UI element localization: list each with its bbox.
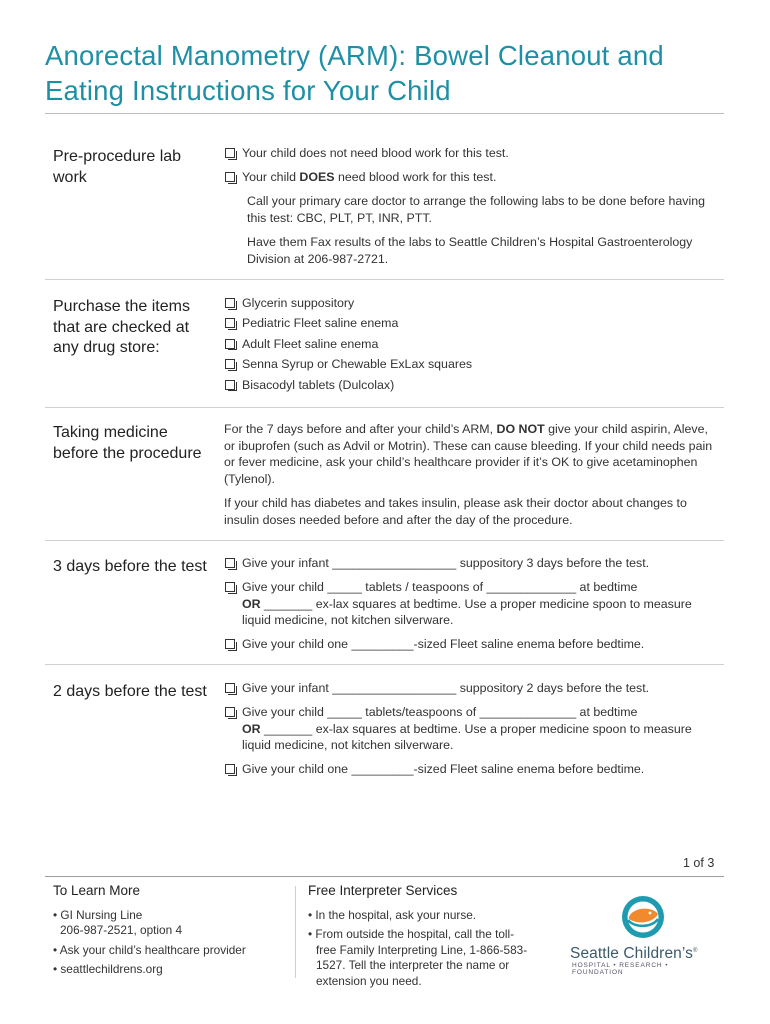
checkbox-label: Adult Fleet saline enema bbox=[242, 336, 379, 351]
footer-heading: To Learn More bbox=[53, 883, 141, 898]
section-divider bbox=[45, 279, 724, 280]
checkbox-item[interactable] bbox=[225, 315, 720, 332]
section-content bbox=[224, 421, 719, 536]
checkbox-label: Your child does not need blood work for this test. bbox=[242, 146, 509, 160]
checkbox-item[interactable] bbox=[225, 579, 720, 629]
checkbox-icon[interactable] bbox=[225, 339, 235, 349]
lab-note: Call your primary care doctor to arrange the following labs to be done before having this test: CBC, PLT, PT, INR, PTT. bbox=[247, 194, 706, 225]
checkbox-item[interactable] bbox=[225, 336, 720, 353]
section-label: Pre-procedure lab work bbox=[53, 148, 182, 186]
checkbox-icon[interactable] bbox=[225, 707, 235, 717]
checkbox-icon[interactable] bbox=[225, 172, 235, 182]
checkbox-icon[interactable] bbox=[225, 639, 235, 649]
footer-line: • GI Nursing Line 206-987-2521, option 4 bbox=[53, 907, 183, 937]
footer-heading: Free Interpreter Services bbox=[308, 883, 458, 898]
checkbox-label: Your child DOES need blood work for this test. bbox=[242, 170, 497, 184]
footer-line: • In the hospital, ask your nurse. bbox=[308, 907, 477, 922]
checkbox-item[interactable] bbox=[225, 169, 720, 186]
checkbox-label: Bisacodyl tablets (Dulcolax) bbox=[242, 377, 395, 392]
section-content bbox=[225, 145, 720, 275]
footer-line: • Ask your child’s healthcare provider bbox=[53, 942, 246, 957]
footer-divider bbox=[45, 876, 724, 877]
section-divider bbox=[45, 664, 724, 665]
insulin-note: If your child has diabetes and takes insulin, please ask their doctor about changes to insulin doses needed before and after the day of the procedure. bbox=[224, 496, 687, 527]
checkbox-icon[interactable] bbox=[225, 318, 235, 328]
medicine-warning: For the 7 days before and after your child’s ARM, DO NOT give your child aspirin, Aleve, or ibuprofen (such as Advil or Motrin). These can cause bleeding. If your child needs pain or fever medicine, ask your child’s healthcare provider if it’s OK to give acetaminophen (Tylenol). bbox=[224, 422, 713, 486]
section-label: 2 days before the test bbox=[53, 683, 207, 700]
section-content bbox=[225, 555, 720, 660]
checkbox-icon[interactable] bbox=[225, 380, 235, 390]
checkbox-label: Give your infant __________________ suppository 3 days before the test. bbox=[242, 556, 650, 570]
checkbox-icon[interactable] bbox=[225, 582, 235, 592]
checkbox-item[interactable] bbox=[225, 761, 720, 778]
footer-link[interactable]: • seattlechildrens.org bbox=[53, 962, 163, 976]
checkbox-icon[interactable] bbox=[225, 764, 235, 774]
checkbox-label: Give your child _____ tablets / teaspoons of _____________ at bedtime OR _______ ex-lax squares at bedtime. Use a proper medicine spoon to measure liquid medicine, not kitchen silverware. bbox=[242, 580, 692, 627]
checkbox-label: Give your child _____ tablets/teaspoons of ______________ at bedtime OR _______ ex-lax squares at bedtime. Use a proper medicine spoon to measure liquid medicine, not kitchen silverware. bbox=[242, 705, 692, 752]
footer-interpreter bbox=[308, 883, 533, 993]
page-number: 1 of 3 bbox=[683, 856, 715, 870]
seattle-childrens-logo bbox=[570, 893, 720, 976]
checkbox-item[interactable] bbox=[225, 295, 720, 312]
checkbox-icon[interactable] bbox=[225, 359, 235, 369]
section-content bbox=[225, 680, 720, 785]
whale-logo-icon bbox=[570, 893, 720, 945]
checkbox-item[interactable] bbox=[225, 377, 720, 394]
footer-line: • From outside the hospital, call the toll-free Family Interpreting Line, 1-866-583-1527. Tell the interpreter the name or extension you need. bbox=[308, 927, 528, 988]
checkbox-label: Pediatric Fleet saline enema bbox=[242, 316, 399, 331]
section-label: Purchase the items that are checked at any drug store: bbox=[53, 298, 190, 356]
checkbox-icon[interactable] bbox=[225, 148, 235, 158]
section-divider bbox=[45, 540, 724, 541]
lab-note: Have them Fax results of the labs to Seattle Children’s Hospital Gastroenterology Division at 206-987-2721. bbox=[247, 235, 693, 266]
section-label: 3 days before the test bbox=[53, 558, 207, 575]
checkbox-icon[interactable] bbox=[225, 558, 235, 568]
section-label: Taking medicine before the procedure bbox=[53, 424, 202, 462]
checkbox-item[interactable] bbox=[225, 636, 720, 653]
logo-subtitle: HOSPITAL • RESEARCH • FOUNDATION bbox=[572, 962, 669, 976]
section-divider bbox=[45, 407, 724, 408]
page-title: Anorectal Manometry (ARM): Bowel Cleanout and Eating Instructions for Your Child bbox=[45, 40, 664, 106]
checkbox-label: Give your child one _________-sized Fleet saline enema before bedtime. bbox=[242, 762, 645, 776]
checkbox-item[interactable] bbox=[225, 680, 720, 697]
section-content bbox=[225, 295, 720, 397]
logo-name: Seattle Children’s® bbox=[570, 945, 698, 962]
checkbox-icon[interactable] bbox=[225, 298, 235, 308]
checkbox-label: Give your infant __________________ suppository 2 days before the test. bbox=[242, 681, 650, 695]
checkbox-icon[interactable] bbox=[225, 683, 235, 693]
checkbox-item[interactable] bbox=[225, 555, 720, 572]
checkbox-item[interactable] bbox=[225, 145, 720, 162]
checkbox-label: Glycerin suppository bbox=[242, 296, 355, 310]
checkbox-item[interactable] bbox=[225, 356, 720, 373]
checkbox-label: Senna Syrup or Chewable ExLax squares bbox=[242, 357, 473, 372]
footer-column-divider bbox=[295, 886, 296, 978]
footer-learn-more bbox=[53, 883, 288, 982]
title-divider bbox=[45, 113, 724, 114]
checkbox-item[interactable] bbox=[225, 704, 720, 754]
checkbox-label: Give your child one _________-sized Fleet saline enema before bedtime. bbox=[242, 637, 645, 651]
